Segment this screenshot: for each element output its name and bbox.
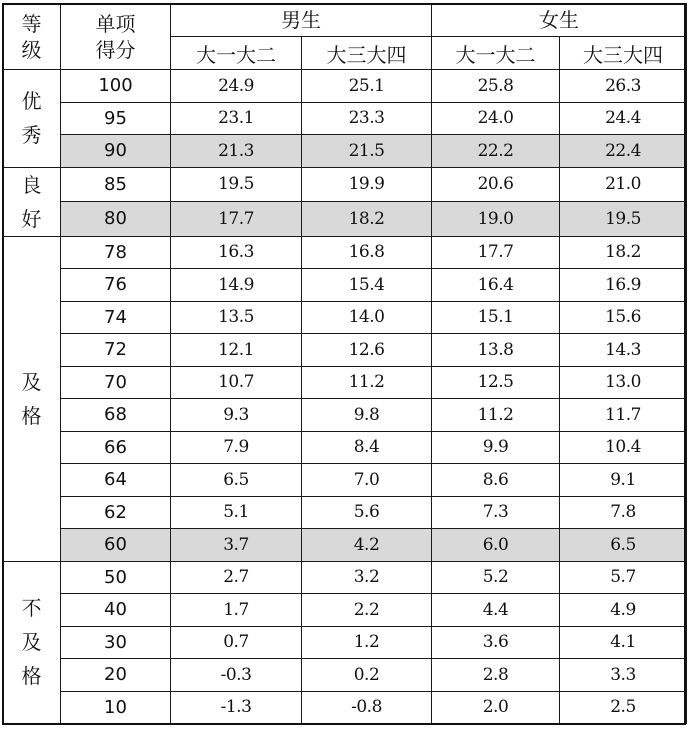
standard-value: 15.1 bbox=[432, 301, 560, 334]
table-row bbox=[3, 659, 687, 692]
standard-value: 16.9 bbox=[560, 269, 687, 302]
standard-value: 16.3 bbox=[171, 236, 302, 269]
standard-value: 15.6 bbox=[560, 301, 687, 334]
score-header: 单项得分 bbox=[61, 4, 171, 70]
standard-value: 5.1 bbox=[171, 496, 302, 529]
standard-value: 20.6 bbox=[432, 167, 560, 202]
score-value: 20 bbox=[61, 659, 171, 692]
standard-value: 12.5 bbox=[432, 366, 560, 399]
standard-value: 25.8 bbox=[432, 70, 560, 103]
standard-value: 11.2 bbox=[432, 399, 560, 432]
table-row bbox=[3, 269, 687, 302]
standard-value: 13.5 bbox=[171, 301, 302, 334]
male-year34-header: 大三大四 bbox=[302, 37, 432, 70]
table-row bbox=[3, 691, 687, 724]
standard-value: 6.5 bbox=[560, 529, 687, 562]
standard-value: 6.0 bbox=[432, 529, 560, 562]
male-header: 男生 bbox=[171, 4, 432, 37]
score-value: 85 bbox=[61, 167, 171, 202]
standard-value: 2.8 bbox=[432, 659, 560, 692]
table-row bbox=[3, 529, 687, 562]
score-value: 95 bbox=[61, 102, 171, 135]
score-value: 40 bbox=[61, 594, 171, 627]
standard-value: 4.1 bbox=[560, 626, 687, 659]
standard-value: 22.2 bbox=[432, 135, 560, 168]
standard-value: 3.3 bbox=[560, 659, 687, 692]
grade-header: 等级 bbox=[3, 4, 61, 70]
standard-value: 7.8 bbox=[560, 496, 687, 529]
standard-value: 3.7 bbox=[171, 529, 302, 562]
table-row bbox=[3, 135, 687, 168]
standard-value: 16.4 bbox=[432, 269, 560, 302]
standard-value: 11.7 bbox=[560, 399, 687, 432]
score-value: 74 bbox=[61, 301, 171, 334]
female-header: 女生 bbox=[432, 4, 687, 37]
standard-value: 18.2 bbox=[560, 236, 687, 269]
standard-value: 21.3 bbox=[171, 135, 302, 168]
standard-value: 12.1 bbox=[171, 334, 302, 367]
standard-value: 24.4 bbox=[560, 102, 687, 135]
grade-label: 不及格 bbox=[3, 561, 61, 724]
score-value: 76 bbox=[61, 269, 171, 302]
standard-value: 1.7 bbox=[171, 594, 302, 627]
table-row bbox=[3, 70, 687, 103]
table-row bbox=[3, 399, 687, 432]
score-value: 100 bbox=[61, 70, 171, 103]
table-row bbox=[3, 202, 687, 237]
table-row bbox=[3, 102, 687, 135]
standard-value: 23.3 bbox=[302, 102, 432, 135]
standard-value: 17.7 bbox=[432, 236, 560, 269]
standard-value: 3.2 bbox=[302, 561, 432, 594]
standard-value: 12.6 bbox=[302, 334, 432, 367]
standard-value: 14.9 bbox=[171, 269, 302, 302]
table-row bbox=[3, 594, 687, 627]
standard-value: 2.0 bbox=[432, 691, 560, 724]
standard-value: -0.3 bbox=[171, 659, 302, 692]
score-value: 30 bbox=[61, 626, 171, 659]
standard-value: 11.2 bbox=[302, 366, 432, 399]
standard-value: 9.3 bbox=[171, 399, 302, 432]
female-year34-header: 大三大四 bbox=[560, 37, 687, 70]
standard-value: 8.6 bbox=[432, 464, 560, 497]
standard-value: 24.0 bbox=[432, 102, 560, 135]
standard-value: 4.2 bbox=[302, 529, 432, 562]
grade-label: 及格 bbox=[3, 236, 61, 561]
standard-value: 22.4 bbox=[560, 135, 687, 168]
standard-value: 25.1 bbox=[302, 70, 432, 103]
score-table bbox=[2, 3, 687, 724]
standard-value: 24.9 bbox=[171, 70, 302, 103]
standard-value: 23.1 bbox=[171, 102, 302, 135]
standard-value: -1.3 bbox=[171, 691, 302, 724]
score-value: 90 bbox=[61, 135, 171, 168]
standard-value: 13.0 bbox=[560, 366, 687, 399]
score-value: 68 bbox=[61, 399, 171, 432]
standard-value: 3.6 bbox=[432, 626, 560, 659]
score-value: 66 bbox=[61, 431, 171, 464]
standard-value: 14.3 bbox=[560, 334, 687, 367]
standard-value: 26.3 bbox=[560, 70, 687, 103]
table-row bbox=[3, 334, 687, 367]
standard-value: 17.7 bbox=[171, 202, 302, 237]
standard-value: 13.8 bbox=[432, 334, 560, 367]
table-row bbox=[3, 301, 687, 334]
standard-value: 15.4 bbox=[302, 269, 432, 302]
standard-value: 2.5 bbox=[560, 691, 687, 724]
table-row bbox=[3, 366, 687, 399]
score-value: 72 bbox=[61, 334, 171, 367]
standard-value: 2.2 bbox=[302, 594, 432, 627]
standard-value: 14.0 bbox=[302, 301, 432, 334]
standard-value: 8.4 bbox=[302, 431, 432, 464]
standard-value: 9.9 bbox=[432, 431, 560, 464]
score-value: 62 bbox=[61, 496, 171, 529]
table-row bbox=[3, 561, 687, 594]
standard-value: 2.7 bbox=[171, 561, 302, 594]
standard-value: -0.8 bbox=[302, 691, 432, 724]
standard-value: 19.5 bbox=[560, 202, 687, 237]
score-value: 10 bbox=[61, 691, 171, 724]
standard-value: 19.0 bbox=[432, 202, 560, 237]
table-row bbox=[3, 236, 687, 269]
standard-value: 5.7 bbox=[560, 561, 687, 594]
standard-value: 6.5 bbox=[171, 464, 302, 497]
standard-value: 10.4 bbox=[560, 431, 687, 464]
grade-label: 良好 bbox=[3, 167, 61, 236]
score-value: 80 bbox=[61, 202, 171, 237]
standard-value: 10.7 bbox=[171, 366, 302, 399]
table-row bbox=[3, 431, 687, 464]
female-year12-header: 大一大二 bbox=[432, 37, 560, 70]
grade-label: 优秀 bbox=[3, 70, 61, 168]
table-row bbox=[3, 167, 687, 202]
score-value: 64 bbox=[61, 464, 171, 497]
score-value: 78 bbox=[61, 236, 171, 269]
standard-value: 18.2 bbox=[302, 202, 432, 237]
score-value: 70 bbox=[61, 366, 171, 399]
score-value: 60 bbox=[61, 529, 171, 562]
score-value: 50 bbox=[61, 561, 171, 594]
table-row bbox=[3, 496, 687, 529]
standard-value: 4.4 bbox=[432, 594, 560, 627]
standard-value: 7.9 bbox=[171, 431, 302, 464]
standard-value: 9.1 bbox=[560, 464, 687, 497]
standard-value: 16.8 bbox=[302, 236, 432, 269]
standard-value: 5.6 bbox=[302, 496, 432, 529]
standard-value: 7.0 bbox=[302, 464, 432, 497]
standard-value: 4.9 bbox=[560, 594, 687, 627]
male-year12-header: 大一大二 bbox=[171, 37, 302, 70]
standard-value: 7.3 bbox=[432, 496, 560, 529]
standard-value: 19.5 bbox=[171, 167, 302, 202]
standard-value: 21.5 bbox=[302, 135, 432, 168]
table-row bbox=[3, 464, 687, 497]
standard-value: 19.9 bbox=[302, 167, 432, 202]
standard-value: 0.7 bbox=[171, 626, 302, 659]
standard-value: 21.0 bbox=[560, 167, 687, 202]
standard-value: 5.2 bbox=[432, 561, 560, 594]
standard-value: 0.2 bbox=[302, 659, 432, 692]
table-row bbox=[3, 626, 687, 659]
standard-value: 1.2 bbox=[302, 626, 432, 659]
standard-value: 9.8 bbox=[302, 399, 432, 432]
